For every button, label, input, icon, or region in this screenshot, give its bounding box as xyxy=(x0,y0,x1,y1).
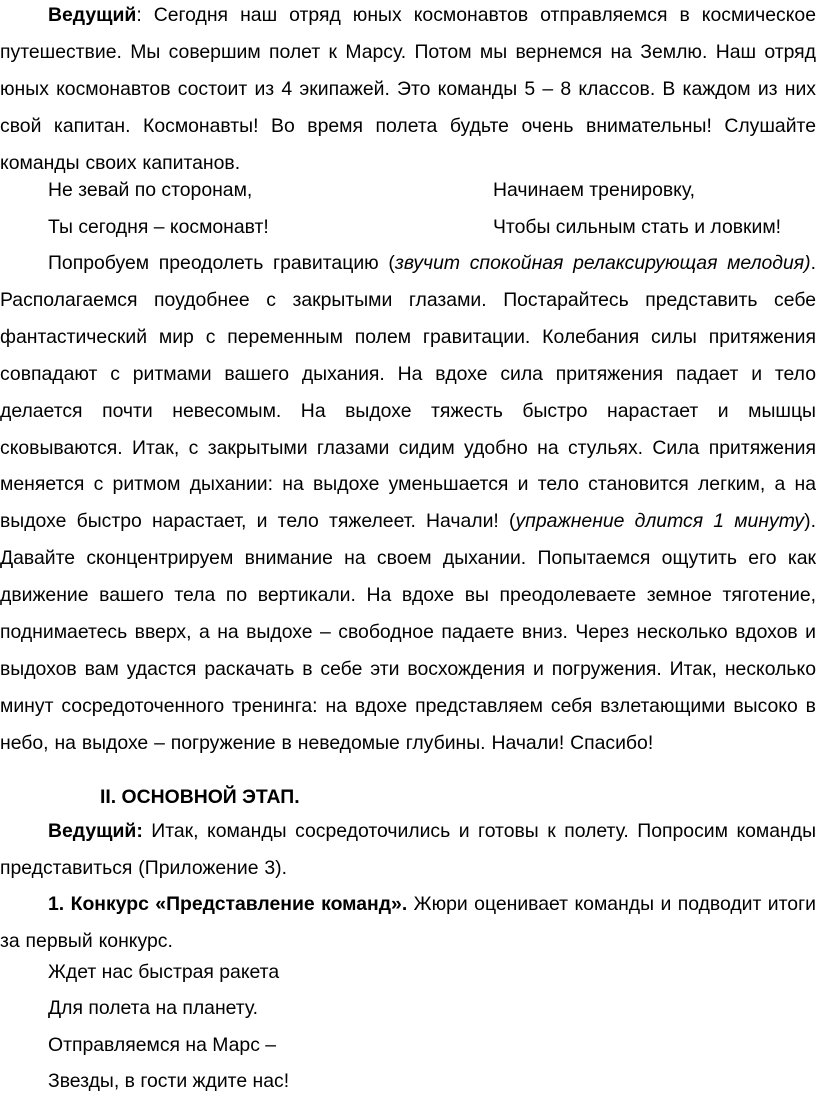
section-title: II. ОСНОВНОЙ ЭТАП. xyxy=(100,786,300,808)
gravity-text-2: . Располагаемся поудобнее с закрытыми глазами. Постарайтесь представить себе фантастический мир с переменным полем гравитации. Колебания силы притяжения совпадают с ритмами вашего дыхания. На вдохе сила притяжения падает и тело делается почти невесомым. На выдохе тяжесть быстро нарастает и мышцы сковываются. Итак, с закрытыми глазами сидим удобно на стульях. Сила притяжения меняется с ритмом дыхании: на выдохе уменьшается и тело становится легким, а на выдохе быстро нарастает, и тело тяжелеет. Начали! ( xyxy=(0,252,816,533)
gravity-paragraph xyxy=(0,245,816,762)
poem-line: Начинаем тренировку, xyxy=(493,179,695,201)
intro-text: : Сегодня наш отряд юных космонавтов отправляемся в космическое путешествие. Мы совершим полет к Марсу. Потом мы вернемся на Землю. Наш отряд юных космонавтов состоит из 4 экипажей. Это команды 5 – 8 классов. В каждом из них свой капитан. Космонавты! Во время полета будьте очень внимательны! Слушайте команды своих капитанов. xyxy=(0,4,816,174)
contest-title: 1. Конкурс «Представление команд». xyxy=(48,893,408,915)
poem-line: Звезды, в гости ждите нас! xyxy=(48,1070,290,1092)
intro-paragraph xyxy=(0,0,816,182)
poem-line: Для полета на планету. xyxy=(48,997,259,1019)
host-text: Итак, команды сосредоточились и готовы к полету. Попросим команды представиться (Приложение 3). xyxy=(0,820,816,879)
poem-line: Чтобы сильным стать и ловким! xyxy=(493,216,782,238)
contest-paragraph xyxy=(0,886,816,960)
poem-line: Отправляемся на Марс – xyxy=(48,1034,277,1056)
host-paragraph xyxy=(0,813,816,887)
speaker-label: Ведущий xyxy=(48,4,137,26)
stage-direction-1: звучит спокойная релаксирующая мелодия) xyxy=(394,252,811,274)
poem-row-2 xyxy=(48,209,816,246)
gravity-text-1: Попробуем преодолеть гравитацию ( xyxy=(48,252,395,274)
gravity-text-3: ). Давайте сконцентрируем внимание на своем дыхании. Попытаемся ощутить его как движение вашего тела по вертикали. На вдохе вы преодолеваете земное тяготение, поднимаетесь вверх, а на выдохе – свободное падаете вниз. Через несколько вдохов и выдохов вам удастся раскачать в себе эти восхождения и погружения. Итак, несколько минут сосредоточенного тренинга: на вдохе представляем себя взлетающими высоко в небо, на выдохе – погружение в неведомые глубины. Начали! Спасибо! xyxy=(0,510,816,754)
poem-line: Не зевай по сторонам, xyxy=(48,179,253,201)
poem-line: Ты сегодня – космонавт! xyxy=(48,216,269,238)
poem-line: Ждет нас быстрая ракета xyxy=(48,961,280,983)
speaker-label: Ведущий: xyxy=(48,820,143,842)
poem-row-1 xyxy=(48,172,816,209)
contest-text: Жюри оценивает команды и подводит итоги за первый конкурс. xyxy=(0,893,816,952)
stage-direction-2: упражнение длится 1 минуту xyxy=(515,510,805,533)
